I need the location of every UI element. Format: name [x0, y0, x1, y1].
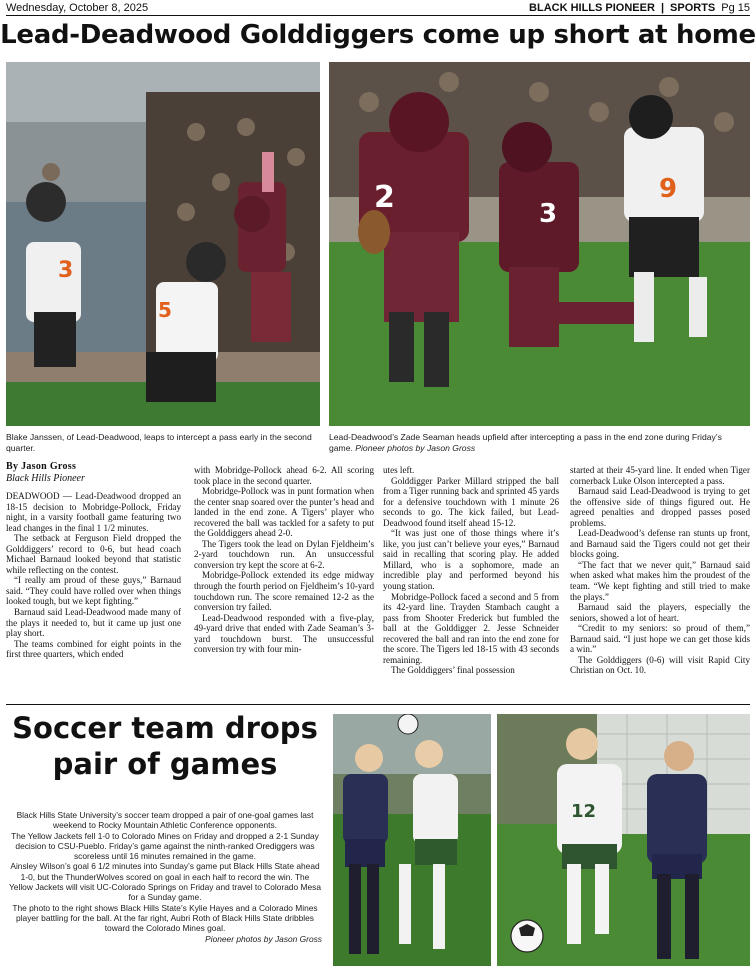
photo2-caption: Lead-Deadwood’s Zade Seaman heads upfield after intercepting a pass in the end zone during Friday’s game.	[329, 432, 722, 453]
paragraph: “It was just one of those things where it’s like, you just can’t believe your eyes,” Barnaud said in recalling that scoring play. He added Millard, who is a sophomore, made an incredible play and performed beyond his young station.	[383, 528, 559, 592]
paragraph: Mobridge-Pollock was in punt formation when the center snap soared over the punter’s head and landed in the end zone. A Tigers’ player who recovered the ball was tackled for a safety to put the Golddiggers ahead 2-0.	[194, 486, 374, 539]
photo2-caption-wrap	[329, 432, 747, 454]
issue-date: Wednesday, October 8, 2025	[6, 1, 149, 14]
paragraph: Mobridge-Pollock faced a second and 5 from its 42-yard line. Trayden Stambach caught a pass from Shooter Frederick but fumbled the ball at the Golddigger 2. Jesse Schneider recovered the ball and ran into the end zone for the score. The Tigers led 18-15 with 43 seconds remaining.	[383, 591, 559, 665]
paragraph: The teams combined for eight points in the first three quarters, which ended	[6, 638, 181, 660]
paragraph: started at their 45-yard line. It ended when Tiger cornerback Luke Olson intercepted a pass.	[570, 465, 750, 486]
football-photo-run	[329, 62, 750, 426]
story2-credit: Pioneer photos by Jason Gross	[205, 933, 322, 944]
paragraph: Ainsley Wilson’s goal 6 1/2 minutes into Sunday’s game put Black Hills State ahead 1-0, but the ThunderWolves scored on goal in each half to record the win. The Yellow Jackets will visit UC-Colorado Springs on Friday and travel to Colorado Mesa for a Sunday game.	[8, 861, 322, 903]
byline-author: By Jason Gross	[6, 461, 77, 472]
paragraph: “The fact that we never quit,” Barnaud said when asked what makes him the proudest of the team. “We kept fighting and still tried to make the plays.”	[570, 559, 750, 602]
paragraph: Lead-Deadwood responded with a five-play, 49-yard drive that ended with Zade Seaman’s 3-yard touchdown burst. The unsuccessful conversion try with four min-	[194, 612, 374, 655]
paragraph: DEADWOOD — Lead-Deadwood dropped an 18-15 decision to Mobridge-Pollock, Friday night, in a varsity football game featuring two lead changes in the final 1 1/2 minutes.	[6, 491, 181, 533]
byline-org: Black Hills Pioneer	[6, 473, 85, 484]
paragraph: Lead-Deadwood’s defense ran stunts up front, and Barnaud said the Tigers could not get their blocks going.	[570, 528, 750, 560]
soccer-photo-dribble	[497, 714, 750, 966]
photo1-caption: Blake Janssen, of Lead-Deadwood, leaps to intercept a pass early in the second quarter.	[6, 432, 312, 453]
paragraph: The Tigers took the lead on Dylan Fjeldheim’s 2-yard touchdown run. An unsuccessful conversion try kept the score at 6-2.	[194, 538, 374, 570]
jersey-number-3b: 3	[539, 199, 558, 229]
byline	[6, 461, 181, 484]
story2-body	[8, 810, 322, 944]
story2-headline	[6, 710, 324, 782]
paragraph: “Credit to my seniors: so proud of them,” Barnaud said. “I just hope we can get those kids a win.”	[570, 623, 750, 655]
paragraph: The photo to the right shows Black Hills State’s Kylie Hayes and a Colorado Mines player battling for the ball. At the far right, Aubri Roth of Black Hills State dribbles toward the Colorado Mines goal.	[12, 902, 318, 934]
jersey-number-12: 12	[571, 801, 597, 822]
story1-column-3	[383, 465, 559, 676]
paragraph: The setback at Ferguson Field dropped the Golddiggers’ record to 0-6, but head coach Michael Barnaud looked beyond that statistic while reflecting on the contest.	[6, 533, 181, 575]
story1-headline: Lead-Deadwood Golddiggers come up short at home	[0, 20, 756, 50]
story1-column-1	[6, 491, 181, 660]
paper-name: BLACK HILLS PIONEER	[529, 1, 655, 14]
paragraph: utes left.	[383, 465, 415, 475]
section-name: SPORTS	[670, 1, 716, 14]
paragraph: Barnaud said Lead-Deadwood is trying to get the offensive side of things figured out. He agreed penalties and dropped passes posed problems.	[570, 486, 750, 528]
photo2-credit: Pioneer photos by Jason Gross	[355, 443, 476, 453]
paragraph: with Mobridge-Pollock ahead 6-2. All scoring took place in the second quarter.	[194, 465, 374, 486]
paragraph: The Yellow Jackets fell 1-0 to Colorado Mines on Friday and dropped a 2-1 Sunday decision to CSU-Pueblo. Friday’s game against the ninth-ranked Orediggers was scoreless until 16 minutes remained in the game.	[11, 830, 319, 862]
story1-column-2	[194, 465, 374, 655]
section-divider	[6, 704, 750, 705]
jersey-number-9: 9	[659, 174, 678, 204]
jersey-number-3: 3	[58, 258, 74, 283]
story2-headline-line2: pair of games	[52, 747, 278, 781]
paragraph: The Golddiggers’ final possession	[391, 665, 515, 676]
story2-headline-line1: Soccer team drops	[12, 711, 318, 745]
header-separator: |	[660, 1, 665, 14]
paragraph: “I really am proud of these guys,” Barnaud said. “They could have rolled over when things looked tough, but we kept fighting.”	[6, 575, 181, 607]
page-number: Pg 15	[721, 1, 750, 14]
football-photo-leap	[6, 62, 320, 426]
paragraph: Mobridge-Pollock extended its edge midway through the fourth period on Fjeldheim’s 10-yard touchdown run. The score remained 12-2 as the conversion try failed.	[194, 570, 374, 613]
soccer-photo-battle	[333, 714, 491, 966]
story1-column-4	[570, 465, 750, 676]
jersey-number-5: 5	[158, 298, 172, 322]
paragraph: Golddigger Parker Millard stripped the ball from a Tiger running back and sprinted 45 yards for a defensive touchdown with 1 minute 26 seconds to go. The kick failed, but Lead-Deadwood found itself ahead 15-12.	[383, 475, 559, 528]
header-right	[529, 2, 750, 14]
paragraph: The Golddiggers (0-6) will visit Rapid City Christian on Oct. 10.	[570, 654, 750, 676]
jersey-number-2: 2	[374, 180, 395, 215]
page-header	[6, 0, 750, 16]
paragraph: Black Hills State University’s soccer team dropped a pair of one-goal games last weekend to Rocky Mountain Athletic Conference opponents.	[16, 810, 314, 831]
paragraph: Barnaud said the players, especially the seniors, showed a lot of heart.	[570, 602, 750, 623]
paragraph: Barnaud said Lead-Deadwood made many of the plays it needed to, but it came up just one play short.	[6, 607, 181, 639]
